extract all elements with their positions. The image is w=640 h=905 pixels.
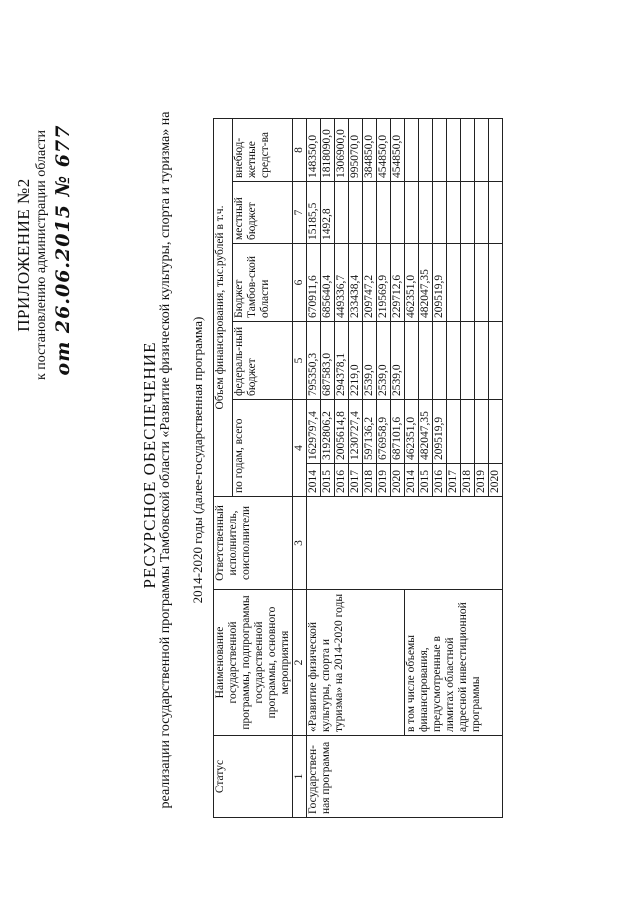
year-cell: 2014	[405, 464, 419, 497]
extra-cell: 384850,0	[363, 119, 377, 182]
federal-cell	[475, 322, 489, 400]
extra-cell	[447, 119, 461, 182]
total-cell: 597136,2	[363, 400, 377, 464]
local-cell: 15185,5	[307, 182, 321, 244]
total-cell: 2005614,8	[335, 400, 349, 464]
year-cell: 2017	[349, 464, 363, 497]
document-subtitle-line2: 2014-2020 годы (далее-государственная программа)	[190, 316, 205, 604]
extra-cell	[419, 119, 433, 182]
regional-cell: 233438,4	[349, 244, 363, 322]
regional-cell: 209519,9	[433, 244, 447, 322]
total-cell: 1629797,4	[307, 400, 321, 464]
total-cell: 676958,9	[377, 400, 391, 464]
federal-cell: 2539,0	[391, 322, 405, 400]
appendix-date-handwritten: от 26.06.2015 № 677	[52, 124, 74, 376]
local-cell	[433, 182, 447, 244]
regional-cell: 482047,35	[419, 244, 433, 322]
regional-cell: 219569,9	[377, 244, 391, 322]
appendix-subtitle: к постановлению администрации области	[34, 129, 49, 381]
local-cell	[447, 182, 461, 244]
regional-cell: 449336,7	[335, 244, 349, 322]
extra-cell: 454850,0	[377, 119, 391, 182]
header-total: по годам, всего	[233, 400, 293, 497]
total-cell: 687101,6	[391, 400, 405, 464]
extra-cell	[489, 119, 503, 182]
colnum-7: 7	[293, 182, 307, 244]
program-name-cell: «Развитие физической культуры, спорта и туризма» на 2014-2020 годы	[307, 590, 405, 736]
federal-cell: 687583,0	[321, 322, 335, 400]
total-cell: 462351,0	[405, 400, 419, 464]
total-cell: 1230727,4	[349, 400, 363, 464]
year-cell: 2015	[419, 464, 433, 497]
regional-cell: 209747,2	[363, 244, 377, 322]
local-cell	[363, 182, 377, 244]
federal-cell	[405, 322, 419, 400]
year-cell: 2019	[377, 464, 391, 497]
year-cell: 2020	[391, 464, 405, 497]
extra-cell: 148350,0	[307, 119, 321, 182]
federal-cell	[433, 322, 447, 400]
year-cell: 2016	[433, 464, 447, 497]
header-volume: Объем финансирования, тыс.рублей в т.ч.	[214, 119, 233, 497]
colnum-8: 8	[293, 119, 307, 182]
header-name: Наименование государственной программы, подпрограммы государственной программы, основного мероприятия	[214, 590, 293, 736]
extra-cell: 1818090,0	[321, 119, 335, 182]
year-cell: 2015	[321, 464, 335, 497]
header-regional: Бюджет Тамбов-ской области	[233, 244, 293, 322]
regional-cell: 229712,6	[391, 244, 405, 322]
year-cell: 2020	[489, 464, 503, 497]
header-local: местный бюджет	[233, 182, 293, 244]
extra-cell: 995070,0	[349, 119, 363, 182]
colnum-6: 6	[293, 244, 307, 322]
federal-cell	[447, 322, 461, 400]
extra-cell	[475, 119, 489, 182]
status-cell: Государствен-ная программа	[307, 736, 503, 818]
extra-cell: 454850,0	[391, 119, 405, 182]
year-cell: 2016	[335, 464, 349, 497]
regional-cell	[489, 244, 503, 322]
total-cell: 3192806,2	[321, 400, 335, 464]
local-cell	[461, 182, 475, 244]
regional-cell	[461, 244, 475, 322]
regional-cell: 670911,6	[307, 244, 321, 322]
colnum-1: 1	[293, 736, 307, 818]
colnum-2: 2	[293, 590, 307, 736]
executor-cell	[307, 497, 503, 590]
local-cell	[489, 182, 503, 244]
year-cell: 2018	[363, 464, 377, 497]
document-title: РЕСУРСНОЕ ОБЕСПЕЧЕНИЕ	[140, 341, 159, 589]
total-cell: 209519,9	[433, 400, 447, 464]
total-cell	[447, 400, 461, 464]
federal-cell: 294378,1	[335, 322, 349, 400]
federal-cell	[489, 322, 503, 400]
local-cell: 1492,8	[321, 182, 335, 244]
year-cell: 2017	[447, 464, 461, 497]
extra-cell	[433, 119, 447, 182]
colnum-5: 5	[293, 322, 307, 400]
total-cell	[475, 400, 489, 464]
federal-cell: 795350,3	[307, 322, 321, 400]
federal-cell	[419, 322, 433, 400]
local-cell	[391, 182, 405, 244]
local-cell	[405, 182, 419, 244]
local-cell	[419, 182, 433, 244]
header-status: Статус	[214, 736, 293, 818]
year-cell: 2019	[475, 464, 489, 497]
appendix-title: ПРИЛОЖЕНИЕ №2	[14, 178, 33, 332]
colnum-4: 4	[293, 400, 307, 497]
regional-cell: 462351,0	[405, 244, 419, 322]
total-cell: 482047,35	[419, 400, 433, 464]
year-cell: 2018	[461, 464, 475, 497]
year-cell: 2014	[307, 464, 321, 497]
header-executor: Ответственный исполнитель, соисполнители	[214, 497, 293, 590]
regional-cell	[447, 244, 461, 322]
local-cell	[377, 182, 391, 244]
header-federal: федераль-ный бюджет	[233, 322, 293, 400]
extra-cell: 1306900,0	[335, 119, 349, 182]
document-subtitle: реализации государственной программы Тамбовской области «Развитие физической культуры, спорта и туризма» на	[158, 111, 173, 809]
federal-cell: 2219,0	[349, 322, 363, 400]
local-cell	[349, 182, 363, 244]
extra-cell	[461, 119, 475, 182]
regional-cell	[475, 244, 489, 322]
local-cell	[335, 182, 349, 244]
federal-cell: 2539,0	[377, 322, 391, 400]
subset-name-cell: в том числе объемы финансирования, предусмотренные в лимитах областной адресной инвестиционной программы	[405, 590, 503, 736]
resource-table	[213, 118, 503, 818]
colnum-3: 3	[293, 497, 307, 590]
federal-cell: 2539,0	[363, 322, 377, 400]
federal-cell	[461, 322, 475, 400]
header-extra: внебюд-жетные средст-ва	[233, 119, 293, 182]
regional-cell: 685640,4	[321, 244, 335, 322]
local-cell	[475, 182, 489, 244]
extra-cell	[405, 119, 419, 182]
total-cell	[489, 400, 503, 464]
total-cell	[461, 400, 475, 464]
